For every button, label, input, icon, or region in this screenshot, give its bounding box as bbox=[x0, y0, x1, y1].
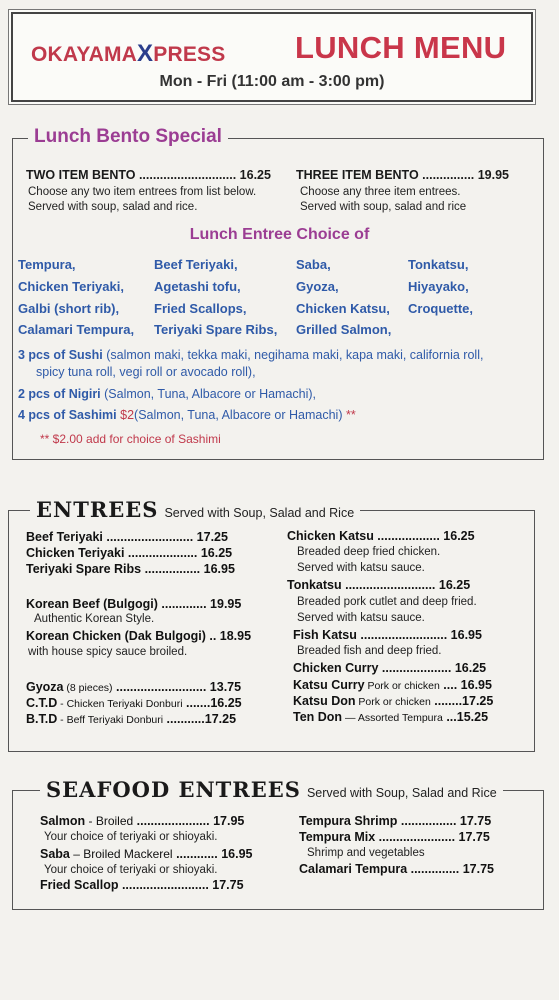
choice-item: Calamari Tempura, bbox=[18, 322, 135, 337]
choice-item: Grilled Salmon, bbox=[296, 322, 392, 337]
menu-item-sub: - Broiled bbox=[85, 814, 134, 828]
menu-item-name: Ten Don bbox=[293, 710, 343, 724]
menu-item-desc: with house spicy sauce broiled. bbox=[28, 646, 188, 658]
menu-item-desc: Breaded fish and deep fried. bbox=[297, 645, 442, 657]
nigiri-line bbox=[18, 387, 316, 401]
menu-item-price: .......................... 13.75 bbox=[112, 680, 242, 694]
entree-choice-heading: Lunch Entree Choice of bbox=[189, 226, 370, 243]
menu-item-price: .... 16.95 bbox=[439, 678, 492, 692]
sashimi-price: $2 bbox=[116, 408, 135, 422]
menu-hours: Mon - Fri (11:00 am - 3:00 pm) bbox=[159, 73, 385, 90]
menu-item-price: ............ 16.95 bbox=[172, 847, 253, 861]
choice-item: Galbi (short rib), bbox=[18, 301, 120, 316]
menu-item-sub: - Beff Teriyaki Donburi bbox=[57, 714, 164, 726]
menu-item-sub: (8 pieces) bbox=[63, 682, 113, 694]
menu-item-sub: - Chicken Teriyaki Donburi bbox=[57, 698, 183, 710]
menu-item: Chicken Teriyaki .................... 16.25 bbox=[26, 546, 233, 560]
menu-item: Teriyaki Spare Ribs ................ 16.95 bbox=[26, 562, 235, 576]
sashimi-line bbox=[18, 408, 356, 422]
menu-item bbox=[293, 694, 493, 708]
menu-item bbox=[293, 710, 488, 724]
nigiri-desc: (Salmon, Tuna, Albacore or Hamachi), bbox=[100, 387, 317, 401]
seafood-title: SEAFOOD ENTREES bbox=[46, 777, 301, 802]
sashimi-note: ** $2.00 add for choice of Sashimi bbox=[40, 432, 221, 446]
menu-item-desc: Your choice of teriyaki or shioyaki. bbox=[44, 864, 218, 876]
sushi-label: 3 pcs of Sushi bbox=[18, 348, 103, 362]
brand-name bbox=[31, 40, 225, 68]
nigiri-label: 2 pcs of Nigiri bbox=[18, 387, 101, 401]
choice-item: Gyoza, bbox=[296, 279, 339, 294]
three-item-desc-1: Choose any three item entrees. bbox=[300, 186, 461, 198]
menu-item-name: Saba bbox=[40, 847, 70, 861]
menu-item: Tempura Mix ...................... 17.75 bbox=[299, 830, 490, 844]
menu-item: Chicken Katsu .................. 16.25 bbox=[287, 529, 475, 543]
menu-item-sub: – Broiled Mackerel bbox=[69, 847, 173, 861]
sushi-desc-1: (salmon maki, tekka maki, negihama maki, kapa maki, california roll, bbox=[102, 348, 484, 362]
menu-item bbox=[26, 680, 241, 694]
entrees-subtitle: Served with Soup, Salad and Rice bbox=[164, 506, 355, 520]
two-item-bento: TWO ITEM BENTO ............................ 16.25 bbox=[26, 168, 271, 182]
menu-item-desc: Shrimp and vegetables bbox=[307, 847, 425, 859]
menu-item-name: C.T.D bbox=[26, 696, 58, 710]
menu-item-price: ...........17.25 bbox=[163, 712, 237, 726]
menu-item-desc: Authentic Korean Style. bbox=[34, 613, 155, 625]
menu-item-desc: Your choice of teriyaki or shioyaki. bbox=[44, 831, 218, 843]
menu-item: Chicken Curry .................... 16.25 bbox=[293, 661, 487, 675]
menu-header bbox=[11, 12, 533, 102]
menu-item-desc: Breaded pork cutlet and deep fried. bbox=[297, 596, 477, 608]
menu-item: Tonkatsu .......................... 16.25 bbox=[287, 578, 471, 592]
menu-item: Beef Teriyaki ......................... 17.25 bbox=[26, 530, 228, 544]
menu-item bbox=[26, 696, 242, 710]
sushi-desc-2: spicy tuna roll, vegi roll or avocado roll), bbox=[36, 365, 256, 379]
choice-item: Tonkatsu, bbox=[408, 257, 469, 272]
sashimi-stars: ** bbox=[342, 408, 356, 422]
brand-left: OKAYAMA bbox=[31, 43, 138, 66]
menu-item-sub: Pork or chicken bbox=[355, 696, 431, 708]
seafood-heading bbox=[40, 777, 503, 802]
menu-item-name: Katsu Don bbox=[293, 694, 356, 708]
choice-item: Chicken Katsu, bbox=[296, 301, 390, 316]
menu-item: Korean Chicken (Dak Bulgogi) .. 18.95 bbox=[26, 629, 252, 643]
brand-x: X bbox=[137, 40, 154, 67]
menu-item: Fried Scallop ......................... 17.75 bbox=[40, 878, 244, 892]
choice-item: Fried Scallops, bbox=[154, 301, 247, 316]
menu-item-price: ...15.25 bbox=[442, 710, 489, 724]
choice-item: Hiyayako, bbox=[408, 279, 469, 294]
choice-item: Chicken Teriyaki, bbox=[18, 279, 124, 294]
menu-item-name: Gyoza bbox=[26, 680, 64, 694]
menu-item-sub: Pork or chicken bbox=[364, 680, 440, 692]
menu-item-name: Salmon bbox=[40, 814, 86, 828]
menu-item: Tempura Shrimp ................ 17.75 bbox=[299, 814, 492, 828]
brand-right: PRESS bbox=[153, 43, 226, 66]
menu-item-desc: Served with katsu sauce. bbox=[297, 612, 425, 624]
menu-item: Calamari Tempura .............. 17.75 bbox=[299, 862, 494, 876]
menu-item bbox=[26, 712, 236, 726]
two-item-desc-1: Choose any two item entrees from list below. bbox=[28, 186, 257, 198]
menu-item-name: Katsu Curry bbox=[293, 678, 365, 692]
menu-item-price: ..................... 17.95 bbox=[133, 814, 245, 828]
choice-item: Agetashi tofu, bbox=[154, 279, 241, 294]
menu-item-sub: — Assorted Tempura bbox=[342, 712, 443, 724]
menu-item-price: ........17.25 bbox=[430, 694, 494, 708]
menu-item-desc: Served with katsu sauce. bbox=[297, 562, 425, 574]
sushi-line bbox=[18, 348, 483, 362]
three-item-desc-2: Served with soup, salad and rice bbox=[300, 201, 467, 213]
choice-item: Tempura, bbox=[18, 257, 76, 272]
menu-item-desc: Breaded deep fried chicken. bbox=[297, 546, 441, 558]
choice-item: Croquette, bbox=[408, 301, 473, 316]
three-item-bento: THREE ITEM BENTO ............... 19.95 bbox=[296, 168, 510, 182]
entrees-title: ENTREES bbox=[36, 497, 159, 522]
entrees-heading bbox=[30, 497, 360, 522]
menu-title: LUNCH MENU bbox=[295, 30, 507, 65]
two-item-desc-2: Served with soup, salad and rice. bbox=[28, 201, 198, 213]
menu-item bbox=[293, 678, 492, 692]
choice-item: Beef Teriyaki, bbox=[154, 257, 238, 272]
menu-item: Fish Katsu ......................... 16.95 bbox=[293, 628, 482, 642]
bento-title: Lunch Bento Special bbox=[28, 126, 228, 148]
choice-item: Teriyaki Spare Ribs, bbox=[154, 322, 278, 337]
menu-item bbox=[40, 814, 244, 828]
menu-item: Korean Beef (Bulgogi) ............. 19.95 bbox=[26, 597, 242, 611]
sashimi-label: 4 pcs of Sashimi bbox=[18, 408, 117, 422]
sashimi-desc: (Salmon, Tuna, Albacore or Hamachi) bbox=[134, 408, 343, 422]
choice-item: Saba, bbox=[296, 257, 331, 272]
menu-item bbox=[40, 847, 253, 861]
menu-item-name: B.T.D bbox=[26, 712, 58, 726]
menu-item-price: .......16.25 bbox=[182, 696, 242, 710]
seafood-subtitle: Served with Soup, Salad and Rice bbox=[306, 786, 497, 800]
